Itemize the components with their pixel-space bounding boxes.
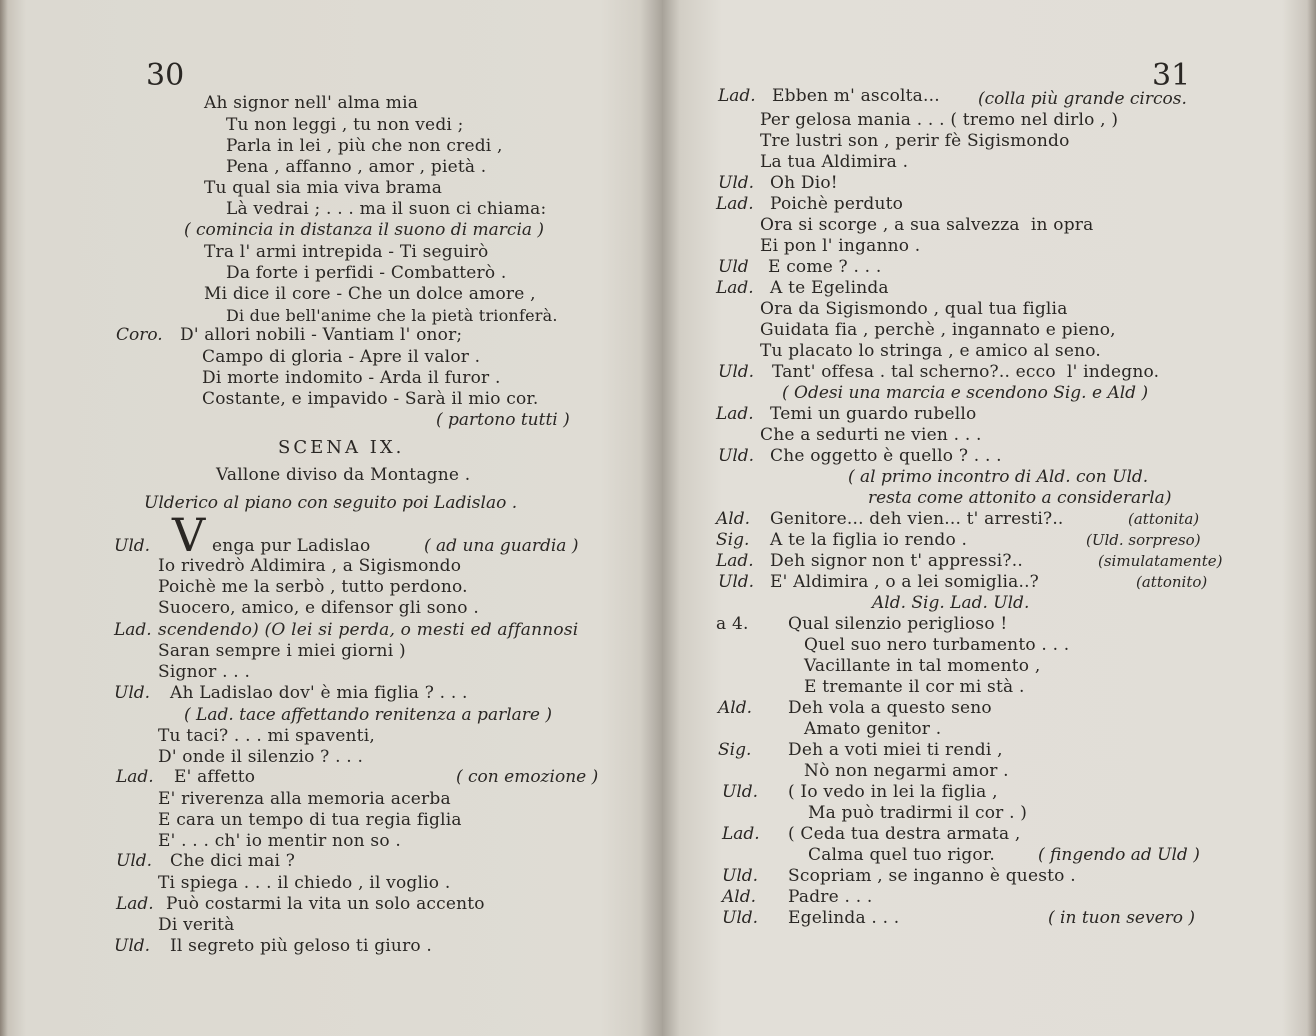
text-line: La tua Aldimira .	[760, 152, 909, 172]
text-line: enga pur Ladislao	[212, 536, 371, 556]
text-line: Che a sedurti ne vien . . .	[760, 425, 982, 445]
speaker-label: Lad.	[114, 620, 152, 640]
stage-direction: ( al primo incontro di Ald. con Uld.	[848, 467, 1149, 487]
text-line: E' affetto	[174, 767, 256, 787]
speaker-label: Uld.	[718, 362, 755, 382]
speaker-label: Uld.	[116, 851, 153, 871]
text-line: Padre . . .	[788, 887, 873, 907]
speaker-label: Uld.	[722, 866, 759, 886]
text-line: Ah signor nell' alma mia	[204, 93, 419, 113]
right-page	[662, 0, 1316, 1036]
text-line: Deh a voti miei ti rendi ,	[788, 740, 1003, 760]
text-line: Tant' offesa . tal scherno?.. ecco l' indegno.	[772, 362, 1160, 382]
text-line: Ah Ladislao dov' è mia figlia ? . . .	[170, 683, 468, 703]
text-line: Può costarmi la vita un solo accento	[166, 894, 485, 914]
text-line: Deh signor non t' appressi?..	[770, 551, 1023, 571]
scene-heading: SCENA IX.	[278, 437, 405, 458]
text-line: A te la figlia io rendo .	[770, 530, 968, 550]
text-line: ( Io vedo in lei la figlia ,	[788, 782, 998, 802]
speaker-label: Uld	[718, 257, 749, 277]
text-line: Campo di gloria - Apre il valor .	[202, 347, 481, 367]
stage-direction: Ald. Sig. Lad. Uld.	[872, 593, 1030, 613]
text-line: Qual silenzio periglioso !	[788, 614, 1008, 634]
speaker-label: Uld.	[722, 908, 759, 928]
text-line: D' allori nobili - Vantiam l' onor;	[180, 325, 463, 345]
text-line: Oh Dio!	[770, 173, 838, 193]
stage-direction: ( partono tutti )	[436, 410, 570, 430]
text-line: Per gelosa mania . . . ( tremo nel dirlo , )	[760, 110, 1119, 130]
text-line: Tu non leggi , tu non vedi ;	[226, 115, 464, 135]
stage-direction: ( fingendo ad Uld )	[1038, 845, 1200, 865]
text-line: Signor . . .	[158, 662, 251, 682]
page-number: 30	[146, 58, 185, 93]
stage-direction: (attonito)	[1136, 573, 1208, 591]
text-line: Amato genitor .	[804, 719, 942, 739]
speaker-label: Uld.	[718, 446, 755, 466]
speaker-label: Uld.	[718, 572, 755, 592]
speaker-label: Lad.	[116, 894, 154, 914]
stage-direction: ( comincia in distanza il suono di marcia )	[184, 220, 545, 240]
text-line: Costante, e impavido - Sarà il mio cor.	[202, 389, 539, 409]
text-line: E' . . . ch' io mentir non so .	[158, 831, 401, 851]
text-line: Nò non negarmi amor .	[804, 761, 1009, 781]
text-line: Là vedrai ; . . . ma il suon ci chiama:	[226, 199, 547, 219]
text-line: Quel suo nero turbamento . . .	[804, 635, 1070, 655]
speaker-label: Lad.	[716, 404, 754, 424]
stage-direction: (Uld. sorpreso)	[1086, 531, 1201, 549]
text-line: Guidata fia , perchè , ingannato e pieno,	[760, 320, 1116, 340]
text-line: Tu qual sia mia viva brama	[204, 178, 443, 198]
text-line: Tra l' armi intrepida - Ti seguirò	[204, 242, 489, 262]
text-line: Di due bell'anime che la pietà trionferà.	[226, 306, 558, 325]
text-line: Ora da Sigismondo , qual tua figlia	[760, 299, 1068, 319]
stage-direction: ( con emozione )	[456, 767, 599, 787]
speaker-label: Sig.	[718, 740, 752, 760]
text-line: Tu taci? . . . mi spaventi,	[158, 726, 375, 746]
text-line: Vacillante in tal momento ,	[804, 656, 1041, 676]
scene-characters: Ulderico al piano con seguito poi Ladislao .	[144, 493, 518, 513]
text-line: Che dici mai ?	[170, 851, 296, 871]
text-line: Suocero, amico, e difensor gli sono .	[158, 598, 479, 618]
text-line: Parla in lei , più che non credi ,	[226, 136, 503, 156]
page-number: 31	[1152, 58, 1191, 93]
stage-direction: (colla più grande circos.	[978, 89, 1187, 109]
text-line: Di morte indomito - Arda il furor .	[202, 368, 501, 388]
speaker-label: Uld.	[114, 536, 151, 556]
text-line: Di verità	[158, 915, 235, 935]
text-line: Calma quel tuo rigor.	[808, 845, 995, 865]
text-line: Mi dice il core - Che un dolce amore ,	[204, 284, 536, 304]
text-line: E cara un tempo di tua regia figlia	[158, 810, 462, 830]
text-line: E tremante il cor mi stà .	[804, 677, 1025, 697]
text-line: Temi un guardo rubello	[770, 404, 977, 424]
text-line: scendendo) (O lei si perda, o mesti ed affannosi	[158, 620, 579, 640]
speaker-label: Uld.	[722, 782, 759, 802]
text-line: D' onde il silenzio ? . . .	[158, 747, 364, 767]
stage-direction: ( Odesi una marcia e scendono Sig. e Ald )	[782, 383, 1149, 403]
drop-cap: V	[172, 508, 206, 562]
speaker-label: Lad.	[722, 824, 760, 844]
stage-direction: (attonita)	[1128, 510, 1200, 528]
text-line: E come ? . . .	[768, 257, 882, 277]
text-line: Tu placato lo stringa , e amico al seno.	[760, 341, 1102, 361]
speaker-label: Lad.	[716, 551, 754, 571]
text-line: Tre lustri son , perir fè Sigismondo	[760, 131, 1070, 151]
text-line: Il segreto più geloso ti giuro .	[170, 936, 433, 956]
text-line: Io rivedrò Aldimira , a Sigismondo	[158, 556, 462, 576]
text-line: Scopriam , se inganno è questo .	[788, 866, 1076, 886]
stage-direction: ( ad una guardia )	[424, 536, 579, 556]
text-line: E' Aldimira , o a lei somiglia..?	[770, 572, 1039, 592]
speaker-label: Sig.	[716, 530, 750, 550]
text-line: Che oggetto è quello ? . . .	[770, 446, 1002, 466]
ensemble-label: a 4.	[716, 614, 749, 634]
text-line: Deh vola a questo seno	[788, 698, 992, 718]
stage-direction: ( in tuon severo )	[1048, 908, 1196, 928]
speaker-label: Uld.	[718, 173, 755, 193]
text-line: Da forte i perfidi - Combatterò .	[226, 263, 507, 283]
speaker-label: Ald.	[722, 887, 756, 907]
text-line: Poichè me la serbò , tutto perdono.	[158, 577, 468, 597]
text-line: Ebben m' ascolta...	[772, 86, 940, 106]
text-line: Ei pon l' inganno .	[760, 236, 921, 256]
speaker-label: Uld.	[114, 936, 151, 956]
text-line: Ora si scorge , a sua salvezza in opra	[760, 215, 1094, 235]
text-line: Ma può tradirmi il cor . )	[808, 803, 1028, 823]
stage-direction: resta come attonito a considerarla)	[868, 488, 1172, 508]
text-line: E' riverenza alla memoria acerba	[158, 789, 451, 809]
text-line: Egelinda . . .	[788, 908, 900, 928]
speaker-label: Ald.	[718, 698, 752, 718]
speaker-label: Lad.	[716, 194, 754, 214]
text-line: Poichè perduto	[770, 194, 904, 214]
scene-location: Vallone diviso da Montagne .	[216, 465, 471, 485]
speaker-label: Lad.	[716, 278, 754, 298]
speaker-label: Coro.	[116, 325, 163, 345]
text-line: Pena , affanno , amor , pietà .	[226, 157, 487, 177]
stage-direction: (simulatamente)	[1098, 552, 1223, 570]
text-line: ( Ceda tua destra armata ,	[788, 824, 1021, 844]
speaker-label: Lad.	[116, 767, 154, 787]
text-line: Saran sempre i miei giorni )	[158, 641, 406, 661]
text-line: Genitore... deh vien... t' arresti?..	[770, 509, 1064, 529]
text-line: Ti spiega . . . il chiedo , il voglio .	[158, 873, 451, 893]
speaker-label: Ald.	[716, 509, 750, 529]
text-line: A te Egelinda	[770, 278, 889, 298]
speaker-label: Lad.	[718, 86, 756, 106]
stage-direction: ( Lad. tace affettando renitenza a parlare )	[184, 705, 552, 725]
speaker-label: Uld.	[114, 683, 151, 703]
